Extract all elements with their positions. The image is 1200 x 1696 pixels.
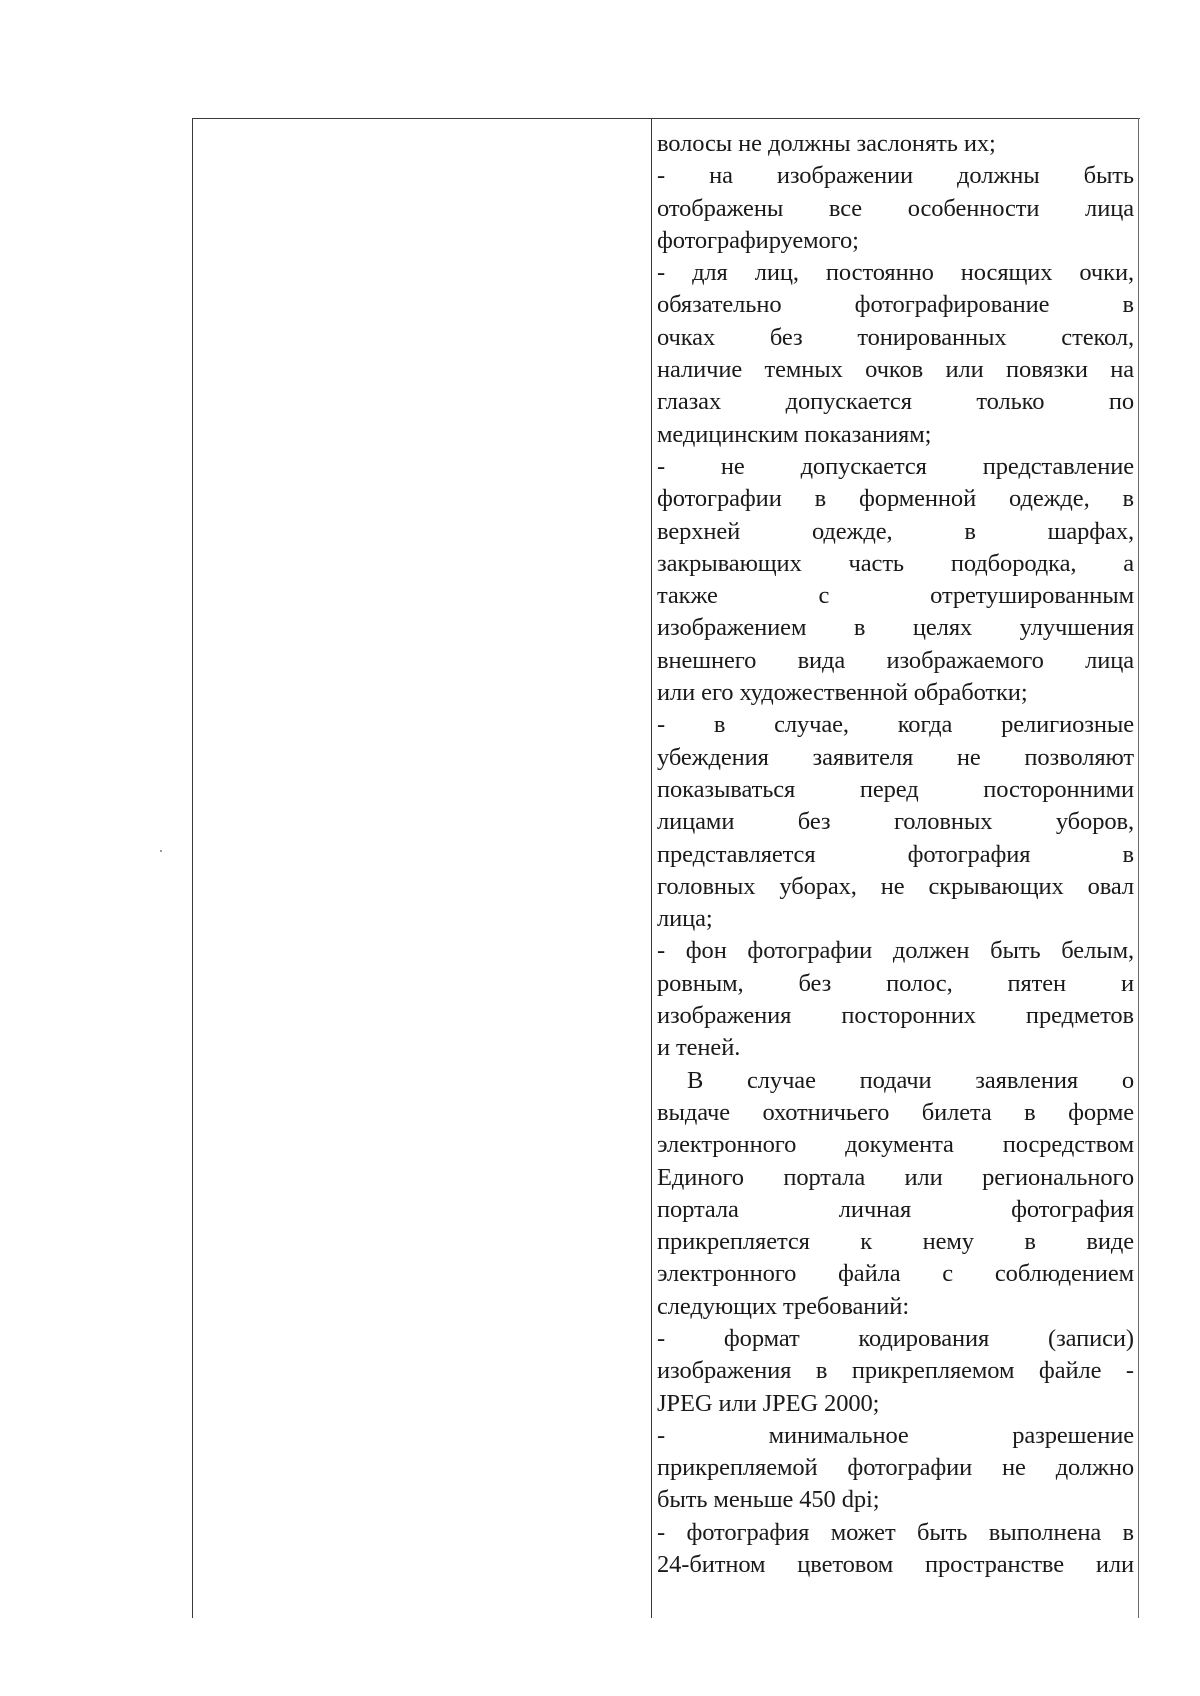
text-line: лицами без головных уборов, [657,808,1134,836]
table-column-divider [651,118,652,1618]
text-line: наличие темных очков или повязки на [657,356,1134,384]
text-line: Единого портала или регионального [657,1163,1134,1191]
text-line: электронного файла с соблюдением [657,1260,1134,1288]
text-line: прикрепляется к нему в виде [657,1228,1134,1256]
text-line: обязательно фотографирование в [657,291,1134,319]
text-line: фотографии в форменной одежде, в [657,485,1134,513]
text-line: медицинским показаниям; [657,420,932,448]
text-line: - не допускается представление [657,452,1134,480]
text-line: - фон фотографии должен быть белым, [657,937,1134,965]
text-line: также с отретушированным [657,582,1134,610]
scan-speck [160,850,162,852]
text-line: изображением в целях улучшения [657,614,1134,642]
text-line: JPEG или JPEG 2000; [657,1389,880,1417]
text-line: глазах допускается только по [657,388,1134,416]
text-line: закрывающих часть подбородка, а [657,549,1134,577]
text-line: В случае подачи заявления о [687,1066,1134,1094]
text-line: показываться перед посторонними [657,775,1134,803]
text-line: изображения в прикрепляемом файле - [657,1357,1134,1385]
text-line: головных уборах, не скрывающих овал [657,872,1134,900]
text-line: выдаче охотничьего билета в форме [657,1098,1134,1126]
table-left-border [192,118,193,1618]
text-line: представляется фотография в [657,840,1134,868]
text-line: - фотография может быть выполнена в [657,1518,1134,1546]
table-right-border [1138,118,1139,1618]
text-line: очках без тонированных стекол, [657,323,1134,351]
table-right-cell [657,128,1134,1581]
text-line: электронного документа посредством [657,1131,1134,1159]
text-line: ровным, без полос, пятен и [657,969,1134,997]
table-left-cell [194,120,650,1616]
text-line: изображения посторонних предметов [657,1002,1134,1030]
text-line: верхней одежде, в шарфах, [657,517,1134,545]
text-line: портала личная фотография [657,1195,1134,1223]
text-line: - в случае, когда религиозные [657,711,1134,739]
text-line: волосы не должны заслонять их; [657,130,996,157]
text-line: внешнего вида изображаемого лица [657,646,1134,674]
text-line: фотографируемого; [657,226,859,254]
text-line: следующих требований: [657,1292,910,1320]
requirements-table [192,118,1140,1618]
text-line: отображены все особенности лица [657,194,1134,222]
text-line: 24-битном цветовом пространстве или [657,1551,1134,1579]
text-line: и теней. [657,1034,741,1062]
text-line: или его художественной обработки; [657,679,1028,707]
table-top-border [192,118,1140,119]
text-line: быть меньше 450 dpi; [657,1486,880,1514]
text-line: убеждения заявителя не позволяют [657,743,1134,771]
text-line: лица; [657,905,713,933]
text-line: - формат кодирования (записи) [657,1324,1134,1352]
text-line: - для лиц, постоянно носящих очки, [657,259,1134,287]
text-line: - минимальное разрешение [657,1421,1134,1449]
text-line: прикрепляемой фотографии не должно [657,1454,1134,1482]
text-line: - на изображении должны быть [657,162,1134,190]
